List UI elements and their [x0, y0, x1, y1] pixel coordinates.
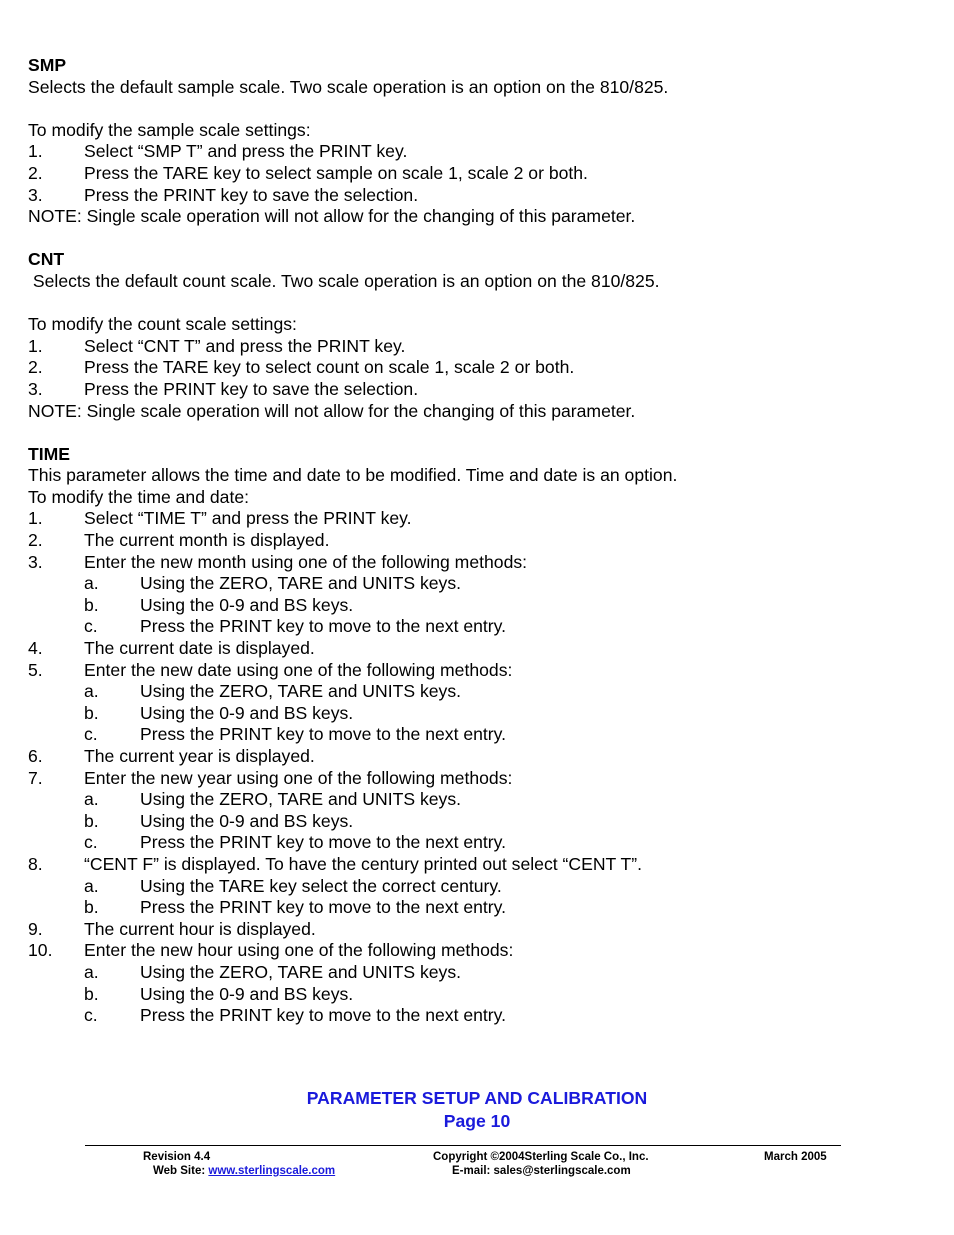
list-item	[28, 357, 928, 379]
list-item	[28, 552, 928, 574]
sub-step	[28, 1005, 928, 1027]
step-text: Press the TARE key to select count on scale 1, scale 2 or both.	[84, 357, 575, 378]
time-description: This parameter allows the time and date to be modified. Time and date is an option.	[28, 465, 678, 486]
list-item	[28, 336, 928, 358]
list-item	[28, 638, 928, 660]
document-body	[28, 55, 928, 1027]
list-item	[28, 379, 928, 401]
step-text: The current hour is displayed.	[84, 918, 316, 939]
spacer	[28, 98, 928, 120]
step-number: b.	[84, 702, 99, 723]
sub-step	[28, 616, 928, 638]
list-item	[28, 919, 928, 941]
sub-step	[28, 984, 928, 1006]
list-item	[28, 768, 928, 790]
step-number: 2.	[28, 357, 43, 378]
cnt-description: Selects the default count scale. Two scale operation is an option on the 810/825.	[28, 270, 660, 291]
step-text: Press the PRINT key to move to the next entry.	[140, 832, 507, 853]
step-text: The current month is displayed.	[84, 530, 330, 551]
footer-website-link[interactable]: www.sterlingscale.com	[208, 1165, 336, 1177]
step-number: c.	[84, 1005, 98, 1026]
sub-step	[28, 703, 928, 725]
step-number: c.	[84, 724, 98, 745]
step-number: a.	[84, 789, 99, 810]
step-number: b.	[84, 594, 99, 615]
footer-revision: Revision 4.4	[143, 1151, 211, 1163]
step-text: The current date is displayed.	[84, 638, 315, 659]
smp-heading: SMP	[28, 55, 67, 75]
step-text: Press the PRINT key to move to the next entry.	[140, 897, 507, 918]
sub-step	[28, 789, 928, 811]
step-number: 3.	[28, 378, 43, 399]
step-number: 7.	[28, 767, 43, 788]
step-text: Using the TARE key select the correct century.	[140, 875, 502, 896]
step-number: 1.	[28, 508, 43, 529]
step-number: b.	[84, 897, 99, 918]
step-text: Enter the new hour using one of the following methods:	[84, 940, 514, 961]
step-text: Press the TARE key to select sample on scale 1, scale 2 or both.	[84, 162, 588, 183]
step-number: a.	[84, 961, 99, 982]
list-item	[28, 530, 928, 552]
sub-step	[28, 876, 928, 898]
step-number: 4.	[28, 638, 43, 659]
spacer	[28, 422, 928, 444]
spacer	[28, 293, 928, 315]
list-item	[28, 854, 928, 876]
footer-section-title: PARAMETER SETUP AND CALIBRATION	[306, 1088, 648, 1108]
step-number: 6.	[28, 746, 43, 766]
sub-step	[28, 832, 928, 854]
footer-copyright: Copyright ©2004Sterling Scale Co., Inc.	[433, 1151, 649, 1163]
step-text: Select “TIME T” and press the PRINT key.	[84, 508, 412, 529]
spacer	[28, 228, 928, 250]
step-text: Using the ZERO, TARE and UNITS keys.	[140, 573, 462, 594]
step-number: c.	[84, 832, 98, 853]
step-number: b.	[84, 810, 99, 831]
step-number: 2.	[28, 530, 43, 551]
step-number: 1.	[28, 141, 43, 162]
list-item	[28, 660, 928, 682]
time-intro: To modify the time and date:	[28, 486, 250, 507]
step-text: Press the PRINT key to move to the next entry.	[140, 1005, 507, 1026]
footer-date: March 2005	[764, 1151, 827, 1163]
cnt-heading: CNT	[28, 249, 65, 270]
step-number: 2.	[28, 162, 43, 183]
smp-intro: To modify the sample scale settings:	[28, 119, 311, 140]
footer-website-label: Web Site:	[153, 1165, 209, 1177]
sub-step	[28, 681, 928, 703]
sub-step	[28, 724, 928, 746]
list-item	[28, 508, 928, 530]
step-text: Press the PRINT key to move to the next entry.	[140, 616, 507, 637]
sub-step	[28, 573, 928, 595]
step-text: Select “SMP T” and press the PRINT key.	[84, 141, 408, 162]
step-number: 8.	[28, 853, 43, 874]
list-item	[28, 141, 928, 163]
step-number: 3.	[28, 184, 43, 205]
time-steps-list	[28, 508, 928, 1026]
step-text: Using the 0-9 and BS keys.	[140, 702, 354, 723]
list-item	[28, 163, 928, 185]
footer-page-label: Page 10	[443, 1111, 511, 1131]
step-text: Press the PRINT key to save the selection.	[84, 184, 419, 205]
step-number: a.	[84, 573, 99, 594]
smp-description: Selects the default sample scale. Two scale operation is an option on the 810/825.	[28, 76, 669, 97]
step-number: 3.	[28, 551, 43, 572]
footer-website	[153, 1164, 335, 1178]
step-number: b.	[84, 983, 99, 1004]
sub-step	[28, 962, 928, 984]
footer-divider	[85, 1145, 841, 1146]
step-text: Using the 0-9 and BS keys.	[140, 594, 354, 615]
step-text: Using the ZERO, TARE and UNITS keys.	[140, 961, 462, 982]
step-number: 1.	[28, 335, 43, 356]
step-text: “CENT F” is displayed. To have the century printed out select “CENT T”.	[84, 853, 643, 874]
step-number: 9.	[28, 918, 43, 939]
list-item	[28, 746, 928, 768]
cnt-steps-list	[28, 336, 928, 401]
smp-note: NOTE: Single scale operation will not allow for the changing of this parameter.	[28, 206, 636, 227]
cnt-intro: To modify the count scale settings:	[28, 314, 297, 335]
cnt-note: NOTE: Single scale operation will not allow for the changing of this parameter.	[28, 400, 636, 421]
step-number: c.	[84, 616, 98, 637]
sub-step	[28, 595, 928, 617]
step-number: 5.	[28, 659, 43, 680]
step-text: Press the PRINT key to save the selection.	[84, 378, 419, 399]
step-text: Using the ZERO, TARE and UNITS keys.	[140, 681, 462, 702]
list-item	[28, 940, 928, 962]
step-text: Enter the new month using one of the following methods:	[84, 551, 528, 572]
step-text: Enter the new year using one of the following methods:	[84, 767, 513, 788]
step-text: Enter the new date using one of the following methods:	[84, 659, 513, 680]
step-text: The current year is displayed.	[84, 746, 315, 766]
step-text: Press the PRINT key to move to the next entry.	[140, 724, 507, 745]
step-number: a.	[84, 681, 99, 702]
step-text: Using the 0-9 and BS keys.	[140, 810, 354, 831]
step-number: 10.	[28, 940, 53, 961]
step-text: Using the ZERO, TARE and UNITS keys.	[140, 789, 462, 810]
step-text: Using the 0-9 and BS keys.	[140, 983, 354, 1004]
smp-steps-list	[28, 141, 928, 206]
sub-step	[28, 811, 928, 833]
footer-email: E-mail: sales@sterlingscale.com	[452, 1165, 631, 1177]
step-text: Select “CNT T” and press the PRINT key.	[84, 335, 406, 356]
step-number: a.	[84, 875, 99, 896]
sub-step	[28, 897, 928, 919]
time-heading: TIME	[28, 443, 71, 464]
list-item	[28, 185, 928, 207]
